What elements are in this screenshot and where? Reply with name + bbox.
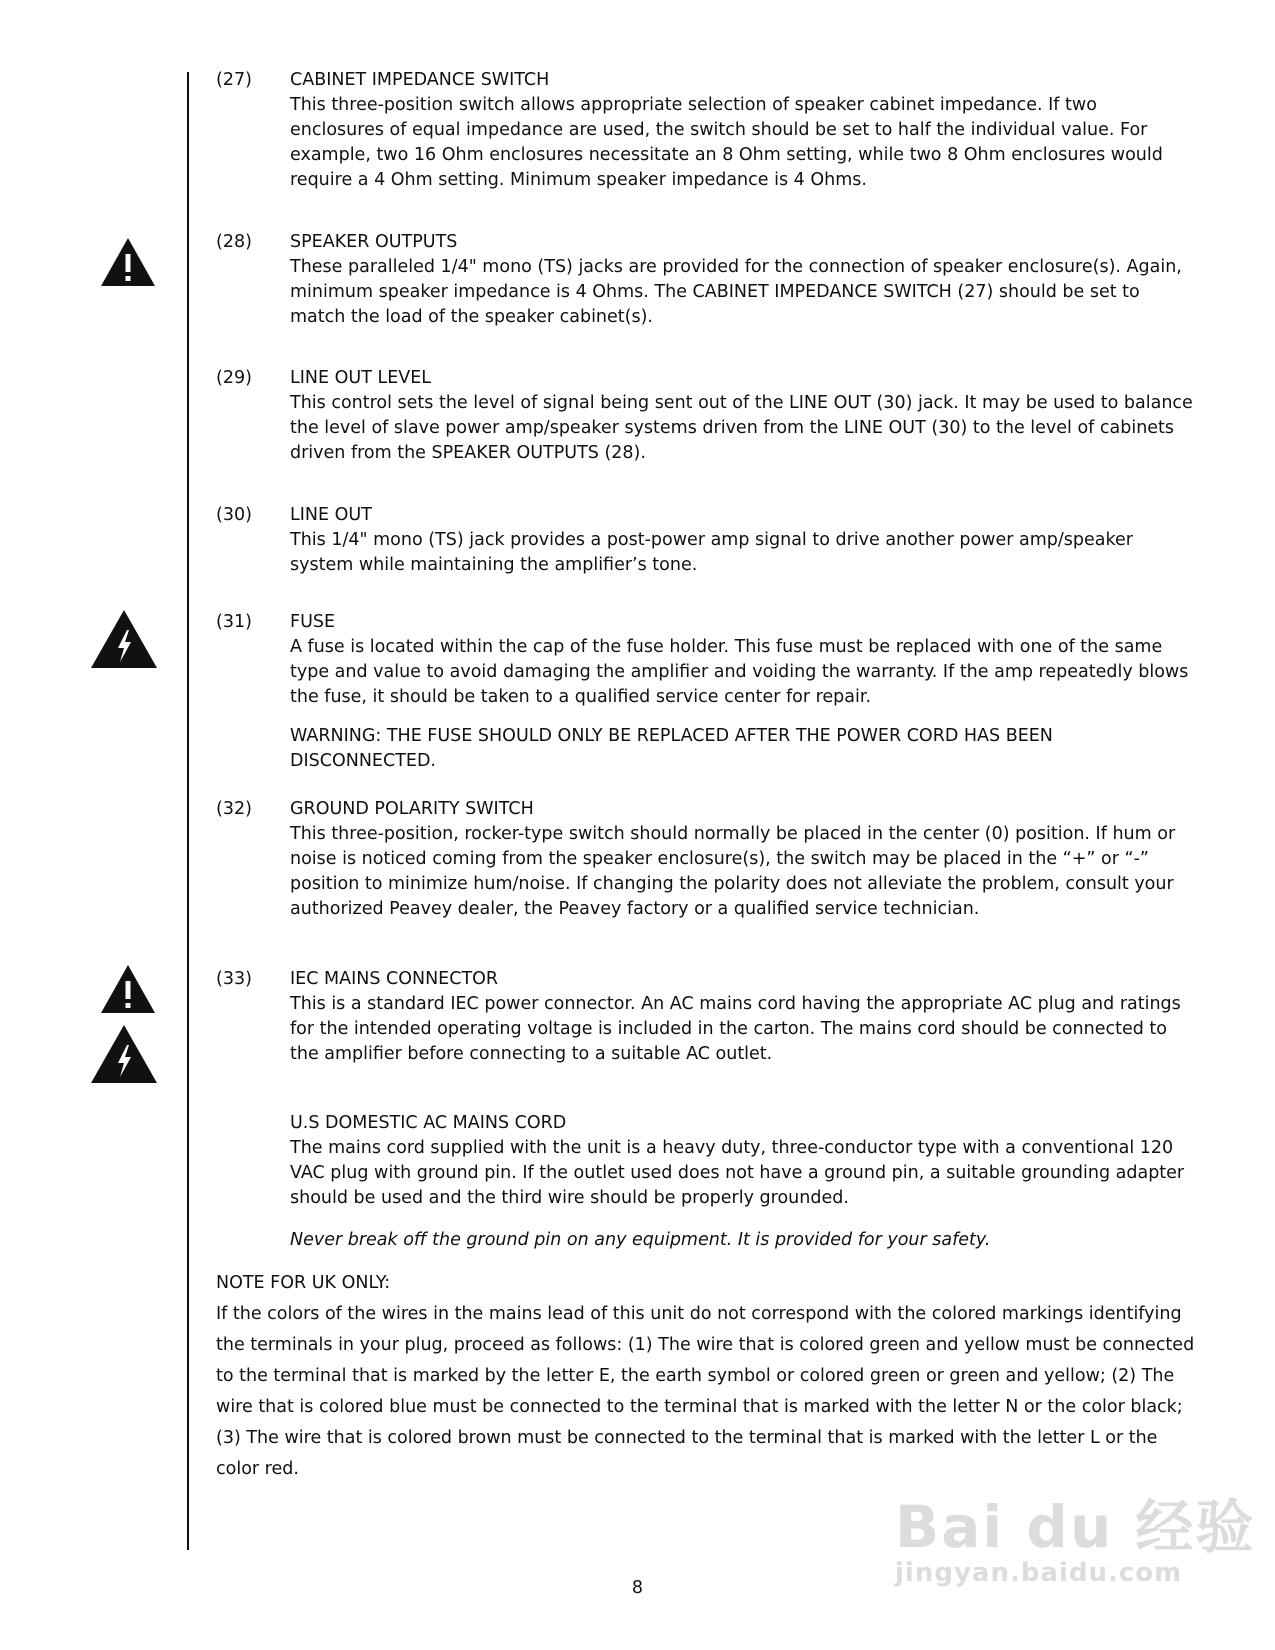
watermark [895,1480,1255,1588]
section-number: (30) [216,505,252,525]
section-text: The mains cord supplied with the unit is a heavy duty, three-conductor type with a conventional 120 VAC plug with ground pin. If the outlet used does not have a ground pin, a suitable grounding adapter should be used and the third wire should be properly grounded. [290,1138,1185,1208]
section-heading: GROUND POLARITY SWITCH [290,799,534,819]
section-heading: IEC MAINS CONNECTOR [290,969,499,989]
section-number: (33) [216,969,252,989]
page-number: 8 [631,1578,644,1598]
section-text: This 1/4" mono (TS) jack provides a post-power amp signal to drive another power amp/speaker system while maintaining the amplifier’s tone. [290,530,1133,575]
section-number: (29) [216,368,252,388]
section-number: (28) [216,232,252,252]
section-number: (27) [216,70,252,90]
section-number: (32) [216,799,252,819]
section-heading: FUSE [290,612,336,632]
watermark-sub: jingyan.baidu.com [895,1558,1183,1588]
section-text: These paralleled 1/4" mono (TS) jacks are provided for the connection of speaker enclosure(s). Again, minimum speaker impedance is 4 Ohms. The CABINET IMPEDANCE SWITCH (27) should be set to match the load of the speaker cabinet(s). [290,257,1182,327]
lightning-bolt-icon [89,1023,159,1085]
section-heading: LINE OUT LEVEL [290,368,432,388]
section-text: This is a standard IEC power connector. An AC mains cord having the appropriate AC plug and ratings for the intended operating voltage is included in the carton. The mains cord should be connected to the amplifier before connecting to a suitable AC outlet. [290,994,1181,1064]
safety-note: Never break off the ground pin on any equipment. It is provided for your safety. [290,1230,991,1250]
section-text: This control sets the level of signal being sent out of the LINE OUT (30) jack. It may be used to balance the level of slave power amp/speaker systems driven from the LINE OUT (30) to the level of cabinets driven from the SPEAKER OUTPUTS (28). [290,393,1193,463]
section-heading: CABINET IMPEDANCE SWITCH [290,70,550,90]
section-heading: LINE OUT [290,505,372,525]
warning-exclamation-icon [99,236,157,288]
uk-note-heading: NOTE FOR UK ONLY: [216,1273,391,1293]
margin-rule [187,72,189,1550]
uk-note-text: If the colors of the wires in the mains lead of this unit do not correspond with the colored markings identifying the terminals in your plug, proceed as follows: (1) The wire that is colored green and yellow must be connected to the terminal that is marked by the letter E, the earth symbol or colored green or green and yellow; (2) The wire that is colored blue must be connected to the terminal that is marked with the letter N or the color black; (3) The wire that is colored brown must be connected to the terminal that is marked with the letter L or the color red. [216,1304,1195,1479]
section-text: A fuse is located within the cap of the fuse holder. This fuse must be replaced with one of the same type and value to avoid damaging the amplifier and voiding the warranty. If the amp repeatedly blows the fuse, it should be taken to a qualified service center for repair. [290,637,1189,707]
section-number: (31) [216,612,252,632]
watermark-main: Bai du 经验 [895,1493,1256,1561]
section-text: This three-position, rocker-type switch should normally be placed in the center (0) position. If hum or noise is noticed coming from the speaker enclosure(s), the switch may be placed in the “+” or “-” position to minimize hum/noise. If changing the polarity does not alleviate the problem, consult your authorized Peavey dealer, the Peavey factory or a qualified service technician. [290,824,1176,919]
section-heading: SPEAKER OUTPUTS [290,232,458,252]
section-text: This three-position switch allows appropriate selection of speaker cabinet impedance. If two enclosures of equal impedance are used, the switch should be set to half the individual value. For example, two 16 Ohm enclosures necessitate an 8 Ohm setting, while two 8 Ohm enclosures would require a 4 Ohm setting. Minimum speaker impedance is 4 Ohms. [290,95,1163,190]
fuse-warning: WARNING: THE FUSE SHOULD ONLY BE REPLACED AFTER THE POWER CORD HAS BEEN DISCONNECTED. [290,726,1053,771]
section-heading: U.S DOMESTIC AC MAINS CORD [290,1113,567,1133]
uk-note [216,1268,1196,1485]
warning-exclamation-icon [99,963,157,1015]
lightning-bolt-icon [89,608,159,670]
